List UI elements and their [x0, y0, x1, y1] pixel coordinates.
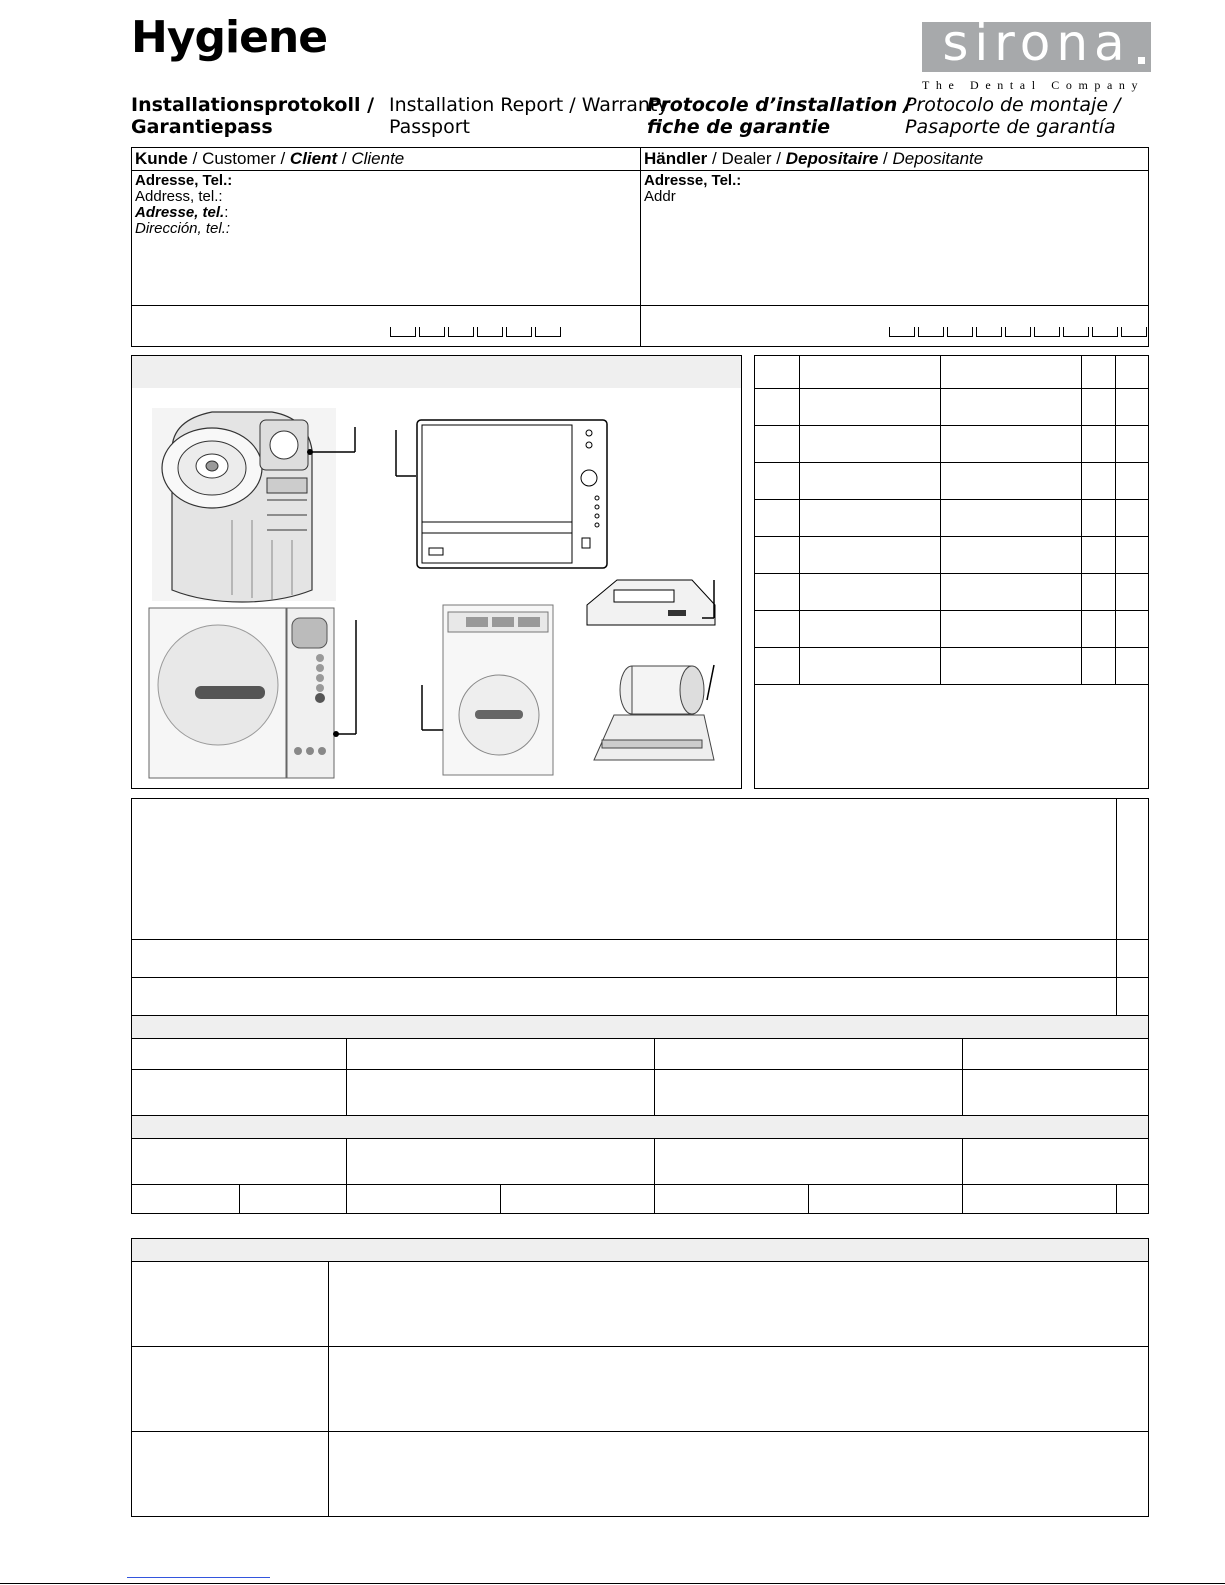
customer-address-field[interactable]: Adresse, Tel.: Address, tel.: Adresse, tel.: Dirección, tel.: — [135, 172, 233, 237]
subtitle-de-line2: Garantiepass — [131, 116, 273, 138]
printer-illustration — [587, 580, 715, 625]
subtitle-fr-line2: fiche de garantie — [647, 116, 830, 138]
dealer-header: Händler / Dealer / Depositaire / Depositante — [644, 149, 984, 168]
signature-block-header — [132, 1239, 1148, 1261]
subtitle-fr — [647, 94, 911, 138]
footer-rule — [0, 1583, 1225, 1584]
subtitle-fr-line1: Protocole d’installation / — [647, 94, 911, 116]
subtitle-en-line2: Passport — [389, 116, 470, 138]
page-title: Hygiene — [131, 12, 328, 63]
checklist-block — [131, 798, 1149, 1214]
subtitle-de — [131, 94, 374, 138]
product-illustrations — [132, 390, 741, 788]
subtitle-es — [905, 94, 1120, 138]
logo-wordmark: sirona — [942, 14, 1131, 72]
sealing-device-illustration — [594, 666, 714, 760]
cabinet-unit-illustration — [417, 420, 607, 568]
section-band-2 — [132, 1116, 1148, 1138]
subtitle-en — [389, 94, 669, 138]
large-autoclave-illustration — [149, 608, 334, 778]
product-panel-header — [132, 356, 741, 388]
subtitle-es-line1: Protocolo de montaje / — [905, 94, 1121, 116]
round-autoclave-illustration — [152, 408, 336, 602]
sirona-logo — [922, 14, 1151, 72]
dealer-address-field[interactable]: Adresse, Tel.: Addr — [644, 172, 742, 205]
logo-dot — [1138, 57, 1145, 64]
logo-tagline: The Dental Company — [922, 78, 1145, 92]
signature-block — [131, 1238, 1149, 1517]
footer-link-underline[interactable] — [127, 1577, 270, 1578]
washer-unit-illustration — [443, 605, 553, 775]
subtitle-de-line1: Installationsprotokoll / — [131, 94, 375, 116]
component-table-notes-area[interactable] — [756, 686, 1146, 786]
section-band-1 — [132, 1016, 1148, 1038]
customer-header: Kunde / Customer / Client / Cliente — [135, 149, 405, 168]
subtitle-en-line1: Installation Report / Warranty — [389, 94, 669, 116]
subtitle-es-line2: Pasaporte de garantía — [905, 116, 1116, 138]
